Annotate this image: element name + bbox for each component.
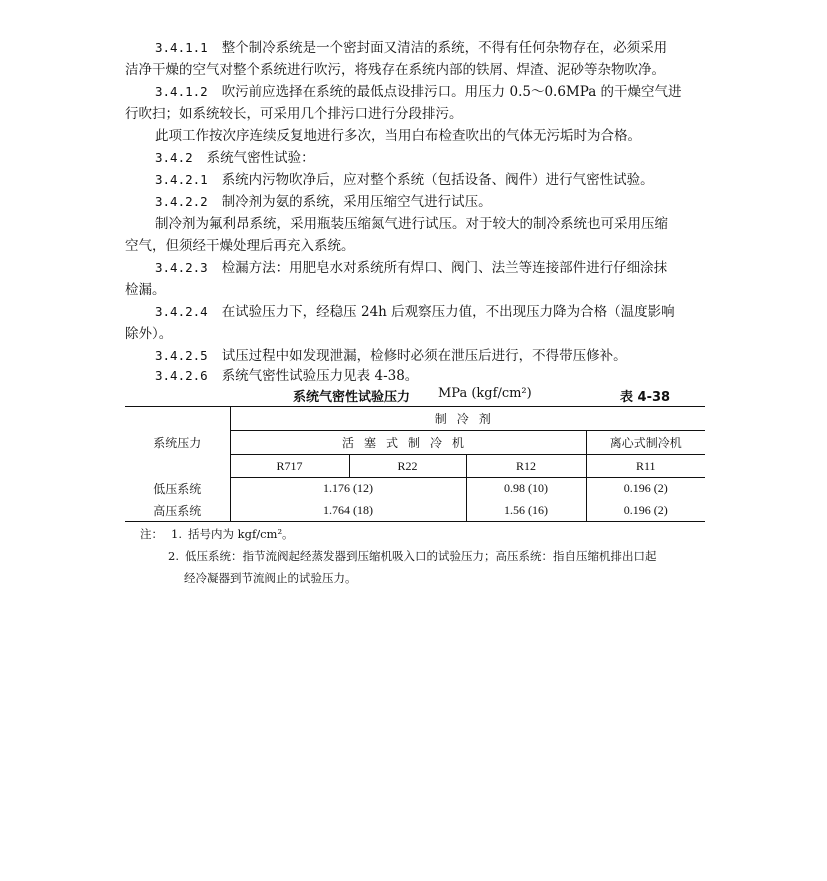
paragraph-text: 此项工作按次序连续反复地进行多次，当用白布检查吹出的气体无污垢时为合格。 — [155, 128, 641, 144]
value-r717-r22: 1.764 (18) — [230, 500, 466, 522]
clause-number: 3.4.2.6 — [155, 368, 208, 383]
paragraph-text: 检漏。 — [125, 282, 166, 298]
table-number: 表 4-38 — [620, 390, 671, 405]
note-text: 经冷凝器到节流阀止的试验压力。 — [184, 571, 357, 585]
table-unit: MPa (kgf/cm²) — [438, 386, 532, 401]
clause-number: 3.4.2 — [155, 150, 193, 165]
note-2-continuation — [184, 567, 357, 589]
centrifugal-header: 离心式制冷机 — [586, 431, 705, 455]
note-number: 1. — [171, 527, 182, 541]
note-2 — [168, 545, 656, 567]
paragraph-text: 系统气密性试验： — [206, 150, 315, 166]
paragraph-text: 除外）。 — [125, 326, 173, 342]
paragraph-text: 检漏方法：用肥皂水对系统所有焊口、阀门、法兰等连接部件进行仔细涂抹 — [221, 260, 668, 276]
paragraph-3-4-2-6 — [155, 365, 418, 387]
piston-header: 活塞式制冷机 — [230, 431, 586, 455]
refrigerant-r12: R12 — [466, 455, 586, 478]
paragraph-line — [125, 235, 355, 257]
paragraph-text: 洁净干燥的空气对整个系统进行吹污，将残存在系统内部的铁屑、焊渣、泥砂等杂物吹净。 — [125, 62, 665, 78]
table-row — [125, 478, 705, 500]
table-row — [125, 500, 705, 522]
paragraph-3-4-2-3 — [155, 257, 667, 279]
clause-number: 3.4.2.3 — [155, 260, 208, 275]
row-label-high: 高压系统 — [125, 500, 230, 522]
paragraph-text: 制冷剂为氟利昂系统，采用瓶装压缩氮气进行试压。对于较大的制冷系统也可采用压缩 — [155, 216, 668, 232]
paragraph-text: 行吹扫；如系统较长，可采用几个排污口进行分段排污。 — [125, 106, 463, 122]
paragraph-3-4-2-4 — [155, 301, 675, 323]
paragraph-line — [155, 125, 641, 147]
note-1 — [140, 523, 294, 545]
note-number: 2. — [168, 549, 179, 563]
table-title: 系统气密性试验压力 — [293, 390, 411, 405]
paragraph-line — [125, 59, 665, 81]
paragraph-3-4-1-2 — [155, 81, 682, 103]
paragraph-3-4-2-5 — [155, 345, 627, 367]
paragraph-3-4-2-2 — [155, 191, 492, 213]
paragraph-text: 吹污前应选择在系统的最低点设排污口。用压力 0.5～0.6MPa 的干燥空气进 — [221, 84, 682, 100]
paragraph-text: 空气，但须经干燥处理后再充入系统。 — [125, 238, 355, 254]
paragraph-line — [155, 213, 668, 235]
table-caption — [125, 386, 705, 406]
refrigerant-r22: R22 — [349, 455, 466, 478]
refrigerant-r717: R717 — [230, 455, 349, 478]
clause-number: 3.4.2.4 — [155, 304, 208, 319]
note-text: 低压系统：指节流阀起经蒸发器到压缩机吸入口的试验压力；高压系统：指自压缩机排出口起 — [184, 549, 657, 563]
paragraph-line — [125, 279, 166, 301]
paragraph-line — [125, 323, 172, 345]
refrigerant-header: 制冷剂 — [230, 407, 705, 431]
section-heading-3-4-2 — [155, 147, 315, 169]
note-text: 括号内为 kgf/cm²。 — [187, 527, 294, 541]
value-r12: 0.98 (10) — [466, 478, 586, 500]
value-r717-r22: 1.176 (12) — [230, 478, 466, 500]
value-r11: 0.196 (2) — [586, 500, 705, 522]
paragraph-text: 整个制冷系统是一个密封面又清洁的系统，不得有任何杂物存在，必须采用 — [221, 40, 668, 56]
value-r12: 1.56 (16) — [466, 500, 586, 522]
paragraph-line — [125, 103, 463, 125]
clause-number: 3.4.2.2 — [155, 194, 208, 209]
pressure-table — [125, 406, 705, 522]
row-label-low: 低压系统 — [125, 478, 230, 500]
paragraph-3-4-2-1 — [155, 169, 654, 191]
clause-number: 3.4.2.1 — [155, 172, 208, 187]
row-header-label: 系统压力 — [125, 407, 230, 478]
paragraph-text: 制冷剂为氨的系统，采用压缩空气进行试压。 — [221, 194, 492, 210]
clause-number: 3.4.1.1 — [155, 40, 208, 55]
refrigerant-r11: R11 — [586, 455, 705, 478]
paragraph-text: 试压过程中如发现泄漏，检修时必须在泄压后进行，不得带压修补。 — [221, 348, 627, 364]
value-r11: 0.196 (2) — [623, 481, 668, 496]
clause-number: 3.4.2.5 — [155, 348, 208, 363]
paragraph-3-4-1-1 — [155, 37, 667, 59]
note-prefix: 注： — [140, 527, 163, 541]
paragraph-text: 在试验压力下，经稳压 24h 后观察压力值，不出现压力降为合格（温度影响 — [221, 304, 675, 320]
paragraph-text: 系统内污物吹净后，应对整个系统（包括设备、阀件）进行气密性试验。 — [221, 172, 654, 188]
clause-number: 3.4.1.2 — [155, 84, 208, 99]
paragraph-text: 系统气密性试验压力见表 4-38。 — [221, 368, 419, 384]
